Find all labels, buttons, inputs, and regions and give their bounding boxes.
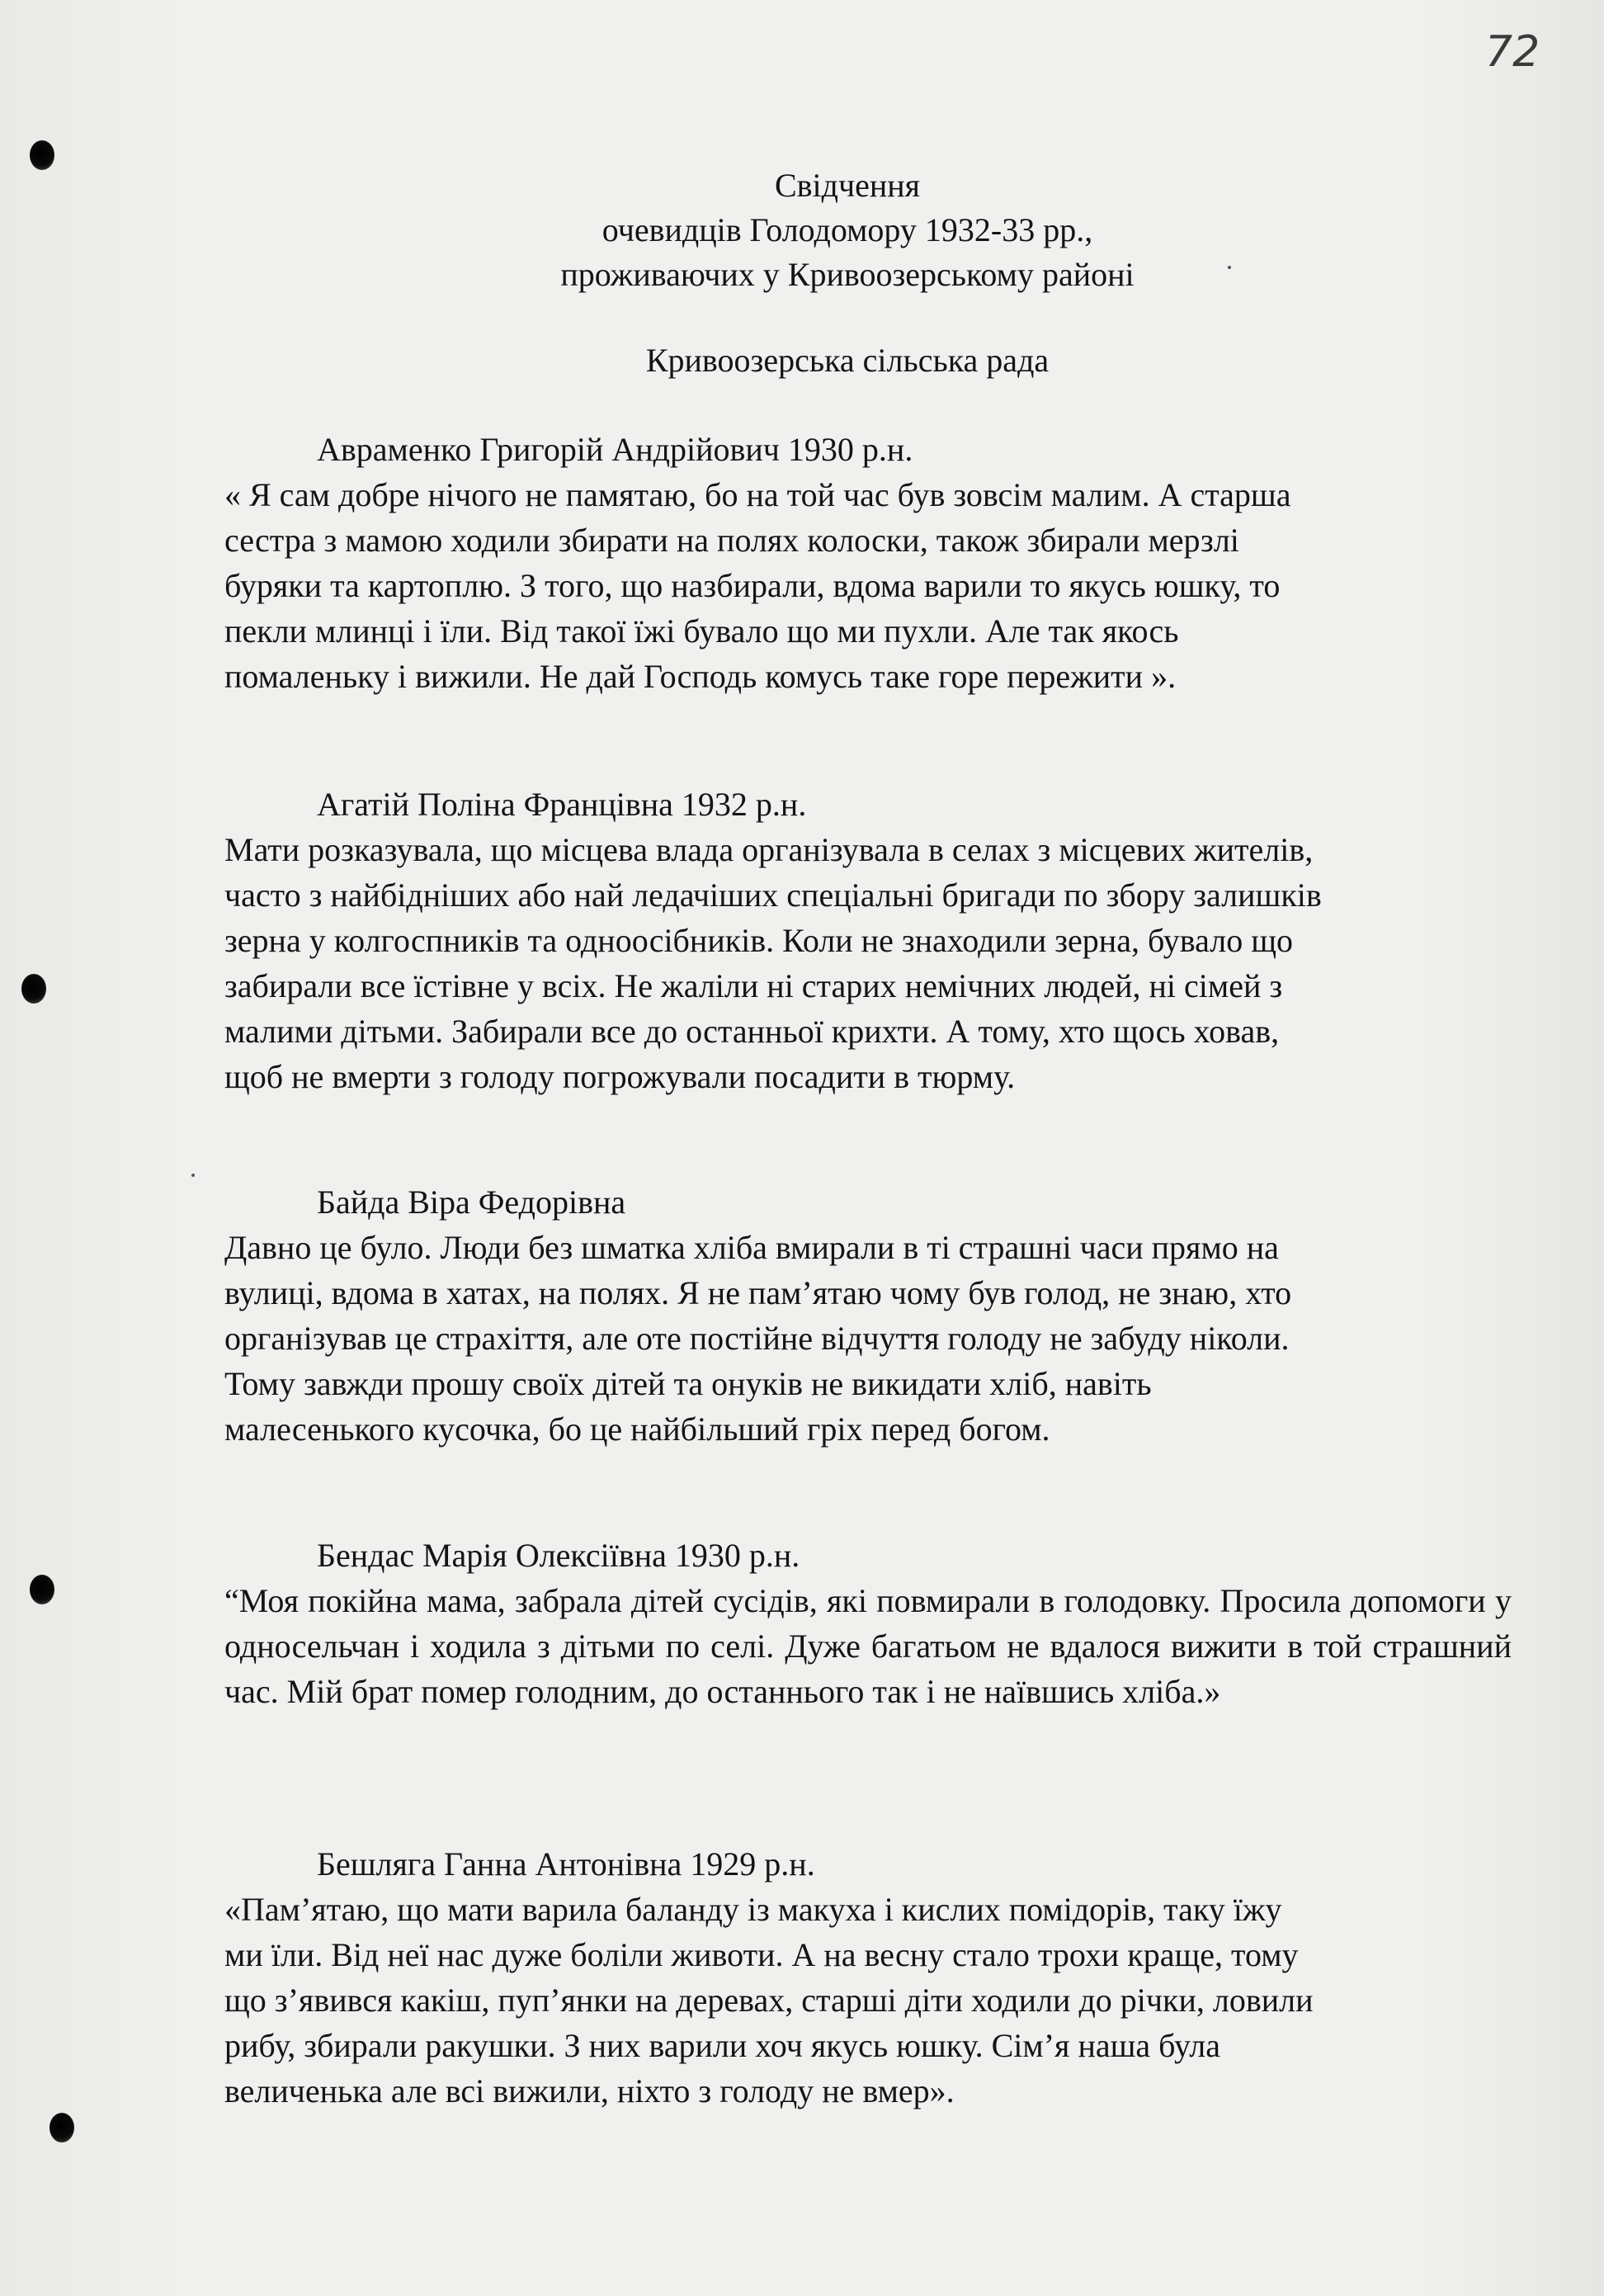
document-subtitle-line-2: проживаючих у Кривоозерському районі [560, 256, 1135, 293]
witness-name: Авраменко Григорій Андрійович 1930 р.н. [317, 431, 913, 468]
punch-hole [21, 974, 46, 1004]
witness-name: Бешляга Ганна Антонівна 1929 р.н. [317, 1845, 815, 1883]
testimony-entry [224, 1180, 1512, 1452]
witness-name: Байда Віра Федорівна [317, 1183, 626, 1221]
witness-name: Бендас Марія Олексіївна 1930 р.н. [317, 1537, 800, 1574]
document-subtitle-line-1: очевидців Голодомору 1932-33 рр., [602, 211, 1093, 248]
testimony-text: Давно це було. Люди без шматка хліба вмирали в ті страшні часи прямо на вулиці, вдома в хатах, на полях. Я не пам’ятаю чому був голод, не знаю, хто організував це страхіття, але оте постійне відчуття голоду не забуду ніколи. Тому завжди прошу своїх дітей та онуків не викидати хліб, навіть малесенького кусочка, бо це найбільший гріх перед богом. [224, 1229, 1292, 1448]
testimony-entry [224, 1842, 1512, 2114]
handwritten-page-number: 72 [1485, 27, 1540, 77]
witness-name: Агатій Поліна Францівна 1932 р.н. [317, 786, 807, 823]
testimony-entry [224, 428, 1512, 699]
testimony-text: «Пам’ятаю, що мати варила баланду із макуха і кислих помідорів, таку їжу ми їли. Від неї нас дуже боліли животи. А на весну стало трохи краще, тому що з’явився какіш, пуп’янки на деревах, старші діти ходили до річки, ловили рибу, збирали ракушки. З них варили хоч якусь юшку. Сім’я наша була величенька але всі вижили, ніхто з голоду не вмер». [224, 1891, 1314, 2109]
testimony-entry [224, 782, 1512, 1099]
testimony-text: “Моя покійна мама, забрала дітей сусідів, які повмирали в голодовку. Просила допомоги у односельчан і ходила з дітьми по селі. Дуже багатьом не вдалося вижити в той страшний час. Мій брат помер голодним, до останнього так і не наївшись хліба.» [224, 1582, 1512, 1710]
punch-hole [30, 1575, 54, 1604]
testimony-entry [224, 1533, 1512, 1714]
testimony-text: « Я сам добре нічого не памятаю, бо на той час був зовсім малим. А старша сестра з мамою ходили збирати на полях колоски, також збирали мерзлі буряки та картоплю. З того, що назбирали, вдома варили то якусь юшку, то пекли млинці і їли. Від такої їжі бувало що ми пухли. Але так якось помаленьку і вижили. Не дай Господь комусь таке горе пережити ». [224, 476, 1291, 695]
punch-hole [50, 2113, 74, 2142]
document-title: Свідчення [774, 167, 921, 204]
village-council-heading: Кривоозерська сільська рада [645, 342, 1050, 379]
scan-speck [191, 1174, 195, 1177]
testimony-text: Мати розказувала, що місцева влада організувала в селах з місцевих жителів, часто з найбідніших або най ледачіших спеціальні бригади по збору залишків зерна у колгоспників та одноосібників. Коли не знаходили зерна, бувало що забирали все їстівне у всіх. Не жаліли ні старих немічних людей, ні сімей з малими дітьми. Забирали все до останньої крихти. А тому, хто щось ховав, щоб не вмерти з голоду погрожували посадити в тюрму. [224, 831, 1322, 1095]
